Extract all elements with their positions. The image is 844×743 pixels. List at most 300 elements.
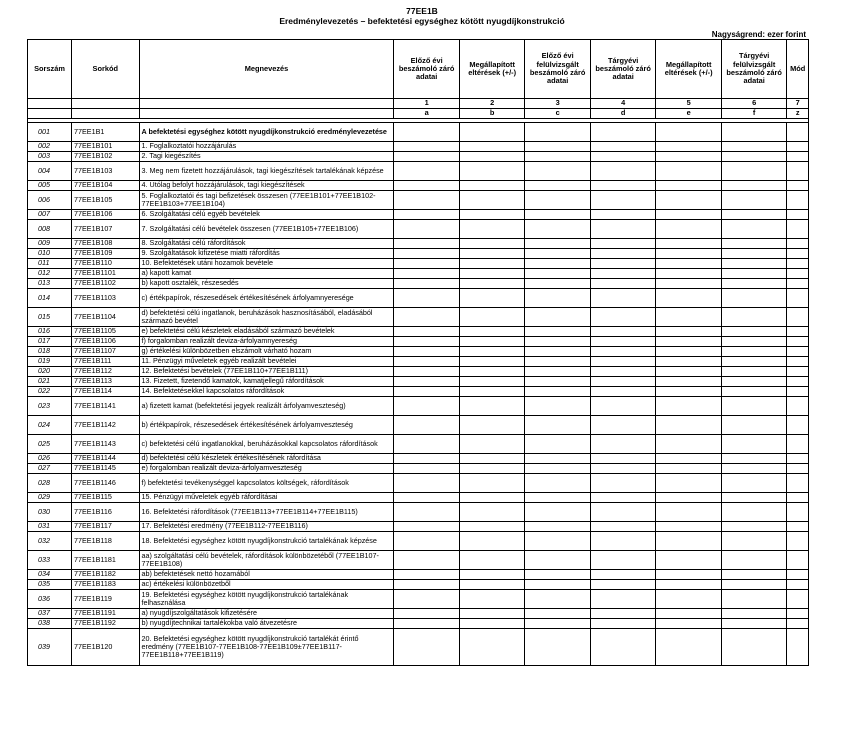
- value-cell[interactable]: [459, 609, 525, 619]
- value-cell[interactable]: [525, 629, 591, 666]
- value-cell[interactable]: [656, 308, 722, 327]
- value-cell[interactable]: [721, 590, 787, 609]
- value-cell[interactable]: [394, 377, 460, 387]
- value-cell[interactable]: [721, 580, 787, 590]
- value-cell[interactable]: [394, 191, 460, 210]
- value-cell[interactable]: [721, 570, 787, 580]
- value-cell[interactable]: [394, 387, 460, 397]
- value-cell[interactable]: [525, 308, 591, 327]
- row-code: 77EE1B1143: [72, 435, 140, 454]
- value-cell[interactable]: [656, 210, 722, 220]
- value-cell[interactable]: [525, 239, 591, 249]
- value-cell[interactable]: [394, 522, 460, 532]
- value-cell[interactable]: [459, 337, 525, 347]
- value-cell[interactable]: [590, 416, 656, 435]
- value-cell[interactable]: [394, 435, 460, 454]
- value-cell[interactable]: [721, 416, 787, 435]
- value-cell[interactable]: [787, 580, 809, 590]
- value-cell[interactable]: [590, 289, 656, 308]
- value-cell[interactable]: [787, 181, 809, 191]
- value-cell[interactable]: [394, 269, 460, 279]
- value-cell[interactable]: [394, 416, 460, 435]
- value-cell[interactable]: [656, 474, 722, 493]
- value-cell[interactable]: [394, 239, 460, 249]
- value-cell[interactable]: [525, 357, 591, 367]
- value-cell[interactable]: [721, 357, 787, 367]
- value-cell[interactable]: [787, 377, 809, 387]
- value-cell[interactable]: [590, 142, 656, 152]
- value-cell[interactable]: [459, 249, 525, 259]
- value-cell[interactable]: [787, 162, 809, 181]
- value-cell[interactable]: [590, 347, 656, 357]
- value-cell[interactable]: [394, 503, 460, 522]
- value-cell[interactable]: [656, 357, 722, 367]
- value-cell[interactable]: [787, 590, 809, 609]
- value-cell[interactable]: [590, 377, 656, 387]
- value-cell[interactable]: [721, 123, 787, 142]
- value-cell[interactable]: [525, 367, 591, 377]
- value-cell[interactable]: [394, 249, 460, 259]
- value-cell[interactable]: [590, 357, 656, 367]
- value-cell[interactable]: [787, 474, 809, 493]
- value-cell[interactable]: [459, 619, 525, 629]
- value-cell[interactable]: [459, 239, 525, 249]
- value-cell[interactable]: [656, 522, 722, 532]
- row-code: 77EE1B109: [72, 249, 140, 259]
- value-cell[interactable]: [787, 397, 809, 416]
- row-name: ac) értékelési különbözetből: [139, 580, 394, 590]
- value-cell[interactable]: [590, 464, 656, 474]
- value-cell[interactable]: [721, 454, 787, 464]
- value-cell[interactable]: [787, 522, 809, 532]
- value-cell[interactable]: [394, 181, 460, 191]
- value-cell[interactable]: [656, 249, 722, 259]
- value-cell[interactable]: [656, 532, 722, 551]
- value-cell[interactable]: [721, 308, 787, 327]
- value-cell[interactable]: [459, 416, 525, 435]
- value-cell[interactable]: [590, 367, 656, 377]
- value-cell[interactable]: [525, 493, 591, 503]
- value-cell[interactable]: [787, 551, 809, 570]
- value-cell[interactable]: [525, 259, 591, 269]
- table-row: [28, 142, 809, 152]
- row-name: aa) szolgáltatási célú bevételek, ráfordítások különbözetéből (77EE1B107-77EE1B108): [139, 551, 394, 570]
- value-cell[interactable]: [656, 327, 722, 337]
- row-code: 77EE1B1181: [72, 551, 140, 570]
- value-cell[interactable]: [525, 181, 591, 191]
- value-cell[interactable]: [656, 493, 722, 503]
- value-cell[interactable]: [656, 387, 722, 397]
- value-cell[interactable]: [656, 454, 722, 464]
- value-cell[interactable]: [656, 503, 722, 522]
- value-cell[interactable]: [656, 289, 722, 308]
- value-cell[interactable]: [787, 570, 809, 580]
- value-cell[interactable]: [525, 327, 591, 337]
- value-cell[interactable]: [525, 590, 591, 609]
- row-name: 18. Befektetési egységhez kötött nyugdíjkonstrukció tartalékának képzése: [139, 532, 394, 551]
- value-cell[interactable]: [590, 580, 656, 590]
- value-cell[interactable]: [656, 590, 722, 609]
- value-cell[interactable]: [590, 629, 656, 666]
- value-cell[interactable]: [459, 397, 525, 416]
- value-cell[interactable]: [656, 377, 722, 387]
- value-cell[interactable]: [525, 619, 591, 629]
- value-cell[interactable]: [459, 435, 525, 454]
- value-cell[interactable]: [721, 609, 787, 619]
- value-cell[interactable]: [787, 464, 809, 474]
- value-cell[interactable]: [459, 289, 525, 308]
- value-cell[interactable]: [394, 367, 460, 377]
- value-cell[interactable]: [394, 279, 460, 289]
- value-cell[interactable]: [394, 357, 460, 367]
- value-cell[interactable]: [459, 357, 525, 367]
- value-cell[interactable]: [656, 551, 722, 570]
- value-cell[interactable]: [394, 551, 460, 570]
- value-cell[interactable]: [394, 629, 460, 666]
- value-cell[interactable]: [656, 181, 722, 191]
- value-cell[interactable]: [459, 347, 525, 357]
- value-cell[interactable]: [721, 249, 787, 259]
- value-cell[interactable]: [459, 503, 525, 522]
- value-cell[interactable]: [787, 367, 809, 377]
- value-cell[interactable]: [656, 239, 722, 249]
- value-cell[interactable]: [590, 259, 656, 269]
- value-cell[interactable]: [721, 210, 787, 220]
- value-cell[interactable]: [721, 387, 787, 397]
- value-cell[interactable]: [590, 210, 656, 220]
- value-cell[interactable]: [459, 308, 525, 327]
- value-cell[interactable]: [394, 289, 460, 308]
- row-code: 77EE1B1103: [72, 289, 140, 308]
- value-cell[interactable]: [394, 570, 460, 580]
- value-cell[interactable]: [394, 220, 460, 239]
- value-cell[interactable]: [721, 503, 787, 522]
- value-cell[interactable]: [525, 347, 591, 357]
- value-cell[interactable]: [590, 522, 656, 532]
- value-cell[interactable]: [787, 123, 809, 142]
- value-cell[interactable]: [590, 387, 656, 397]
- value-cell[interactable]: [394, 327, 460, 337]
- row-name: 13. Fizetett, fizetendő kamatok, kamatjellegű ráfordítások: [139, 377, 394, 387]
- value-cell[interactable]: [394, 397, 460, 416]
- value-cell[interactable]: [525, 152, 591, 162]
- value-cell[interactable]: [525, 551, 591, 570]
- value-cell[interactable]: [525, 191, 591, 210]
- value-cell[interactable]: [787, 259, 809, 269]
- value-cell[interactable]: [787, 416, 809, 435]
- value-cell[interactable]: [787, 152, 809, 162]
- value-cell[interactable]: [525, 142, 591, 152]
- value-cell[interactable]: [590, 337, 656, 347]
- value-cell[interactable]: [525, 249, 591, 259]
- value-cell[interactable]: [721, 191, 787, 210]
- value-cell[interactable]: [459, 191, 525, 210]
- value-cell[interactable]: [394, 347, 460, 357]
- value-cell[interactable]: [787, 239, 809, 249]
- value-cell[interactable]: [525, 289, 591, 308]
- value-cell[interactable]: [656, 397, 722, 416]
- row-number: 010: [28, 249, 72, 259]
- value-cell[interactable]: [525, 532, 591, 551]
- value-cell[interactable]: [721, 493, 787, 503]
- value-cell[interactable]: [656, 152, 722, 162]
- value-cell[interactable]: [787, 337, 809, 347]
- value-cell[interactable]: [459, 590, 525, 609]
- value-cell[interactable]: [656, 259, 722, 269]
- row-name: ab) befektetések nettó hozamából: [139, 570, 394, 580]
- value-cell[interactable]: [525, 210, 591, 220]
- value-cell[interactable]: [525, 377, 591, 387]
- value-cell[interactable]: [721, 152, 787, 162]
- value-cell[interactable]: [656, 191, 722, 210]
- value-cell[interactable]: [590, 123, 656, 142]
- value-cell[interactable]: [656, 619, 722, 629]
- value-cell[interactable]: [656, 337, 722, 347]
- row-name: 1. Foglalkoztatói hozzájárulás: [139, 142, 394, 152]
- value-cell[interactable]: [590, 279, 656, 289]
- value-cell[interactable]: [590, 162, 656, 181]
- value-cell[interactable]: [787, 142, 809, 152]
- row-code: 77EE1B101: [72, 142, 140, 152]
- row-code: 77EE1B111: [72, 357, 140, 367]
- value-cell[interactable]: [787, 327, 809, 337]
- value-cell[interactable]: [590, 191, 656, 210]
- value-cell[interactable]: [656, 629, 722, 666]
- value-cell[interactable]: [721, 142, 787, 152]
- value-cell[interactable]: [394, 123, 460, 142]
- value-cell[interactable]: [525, 387, 591, 397]
- value-cell[interactable]: [787, 435, 809, 454]
- value-cell[interactable]: [787, 220, 809, 239]
- value-cell[interactable]: [656, 367, 722, 377]
- row-name: f) forgalomban realizált deviza-árfolyamnyereség: [139, 337, 394, 347]
- value-cell[interactable]: [721, 181, 787, 191]
- value-cell[interactable]: [394, 308, 460, 327]
- value-cell[interactable]: [459, 387, 525, 397]
- value-cell[interactable]: [590, 269, 656, 279]
- value-cell[interactable]: [721, 397, 787, 416]
- value-cell[interactable]: [787, 308, 809, 327]
- value-cell[interactable]: [590, 239, 656, 249]
- row-number: 004: [28, 162, 72, 181]
- value-cell[interactable]: [656, 162, 722, 181]
- value-cell[interactable]: [787, 629, 809, 666]
- value-cell[interactable]: [525, 609, 591, 619]
- value-cell[interactable]: [459, 269, 525, 279]
- value-cell[interactable]: [525, 397, 591, 416]
- value-cell[interactable]: [525, 503, 591, 522]
- value-cell[interactable]: [525, 435, 591, 454]
- value-cell[interactable]: [787, 210, 809, 220]
- value-cell[interactable]: [525, 279, 591, 289]
- value-cell[interactable]: [394, 493, 460, 503]
- value-cell[interactable]: [721, 532, 787, 551]
- value-cell[interactable]: [459, 580, 525, 590]
- value-cell[interactable]: [525, 570, 591, 580]
- value-cell[interactable]: [394, 142, 460, 152]
- value-cell[interactable]: [590, 503, 656, 522]
- value-cell[interactable]: [590, 590, 656, 609]
- value-cell[interactable]: [721, 464, 787, 474]
- value-cell[interactable]: [656, 220, 722, 239]
- value-cell[interactable]: [721, 474, 787, 493]
- value-cell[interactable]: [394, 259, 460, 269]
- value-cell[interactable]: [721, 619, 787, 629]
- value-cell[interactable]: [459, 532, 525, 551]
- value-cell[interactable]: [721, 279, 787, 289]
- value-cell[interactable]: [394, 152, 460, 162]
- value-cell[interactable]: [394, 590, 460, 609]
- value-cell[interactable]: [656, 279, 722, 289]
- value-cell[interactable]: [394, 464, 460, 474]
- table-row: [28, 387, 809, 397]
- value-cell[interactable]: [721, 629, 787, 666]
- value-cell[interactable]: [787, 387, 809, 397]
- value-cell[interactable]: [590, 308, 656, 327]
- value-cell[interactable]: [721, 259, 787, 269]
- value-cell[interactable]: [590, 397, 656, 416]
- value-cell[interactable]: [656, 416, 722, 435]
- value-cell[interactable]: [394, 609, 460, 619]
- row-name: b) kapott osztalék, részesedés: [139, 279, 394, 289]
- value-cell[interactable]: [590, 551, 656, 570]
- value-cell[interactable]: [787, 269, 809, 279]
- value-cell[interactable]: [459, 551, 525, 570]
- value-cell[interactable]: [590, 493, 656, 503]
- value-cell[interactable]: [459, 220, 525, 239]
- value-cell[interactable]: [787, 503, 809, 522]
- value-cell[interactable]: [787, 249, 809, 259]
- value-cell[interactable]: [721, 327, 787, 337]
- value-cell[interactable]: [459, 152, 525, 162]
- row-code: 77EE1B1144: [72, 454, 140, 464]
- value-cell[interactable]: [656, 347, 722, 357]
- value-cell[interactable]: [787, 357, 809, 367]
- value-cell[interactable]: [656, 269, 722, 279]
- value-cell[interactable]: [721, 337, 787, 347]
- value-cell[interactable]: [590, 609, 656, 619]
- value-cell[interactable]: [656, 142, 722, 152]
- value-cell[interactable]: [721, 162, 787, 181]
- value-cell[interactable]: [787, 279, 809, 289]
- value-cell[interactable]: [459, 162, 525, 181]
- value-cell[interactable]: [721, 551, 787, 570]
- value-cell[interactable]: [459, 123, 525, 142]
- value-cell[interactable]: [590, 181, 656, 191]
- value-cell[interactable]: [721, 269, 787, 279]
- value-cell[interactable]: [525, 522, 591, 532]
- value-cell[interactable]: [459, 570, 525, 580]
- value-cell[interactable]: [590, 249, 656, 259]
- value-cell[interactable]: [656, 609, 722, 619]
- value-cell[interactable]: [525, 123, 591, 142]
- value-cell[interactable]: [525, 464, 591, 474]
- value-cell[interactable]: [787, 532, 809, 551]
- value-cell[interactable]: [787, 493, 809, 503]
- value-cell[interactable]: [656, 123, 722, 142]
- value-cell[interactable]: [459, 629, 525, 666]
- value-cell[interactable]: [459, 464, 525, 474]
- value-cell[interactable]: [656, 464, 722, 474]
- value-cell[interactable]: [459, 522, 525, 532]
- value-cell[interactable]: [459, 327, 525, 337]
- value-cell[interactable]: [459, 454, 525, 464]
- value-cell[interactable]: [656, 570, 722, 580]
- value-cell[interactable]: [394, 619, 460, 629]
- value-cell[interactable]: [721, 239, 787, 249]
- value-cell[interactable]: [525, 337, 591, 347]
- value-cell[interactable]: [590, 474, 656, 493]
- value-cell[interactable]: [394, 580, 460, 590]
- value-cell[interactable]: [787, 347, 809, 357]
- row-number: 021: [28, 377, 72, 387]
- value-cell[interactable]: [721, 367, 787, 377]
- value-cell[interactable]: [459, 474, 525, 493]
- col-number: 3: [525, 99, 591, 109]
- value-cell[interactable]: [459, 181, 525, 191]
- value-cell[interactable]: [721, 435, 787, 454]
- row-name: a) fizetett kamat (befektetési jegyek realizált árfolyamveszteség): [139, 397, 394, 416]
- value-cell[interactable]: [525, 269, 591, 279]
- row-number: 002: [28, 142, 72, 152]
- value-cell[interactable]: [590, 152, 656, 162]
- value-cell[interactable]: [590, 220, 656, 239]
- value-cell[interactable]: [721, 220, 787, 239]
- value-cell[interactable]: [721, 347, 787, 357]
- value-cell[interactable]: [787, 191, 809, 210]
- value-cell[interactable]: [394, 532, 460, 551]
- row-number: 009: [28, 239, 72, 249]
- value-cell[interactable]: [721, 522, 787, 532]
- value-cell[interactable]: [459, 259, 525, 269]
- value-cell[interactable]: [394, 474, 460, 493]
- value-cell[interactable]: [787, 289, 809, 308]
- value-cell[interactable]: [459, 367, 525, 377]
- value-cell[interactable]: [656, 580, 722, 590]
- row-name: 7. Szolgáltatási célú bevételek összesen (77EE1B105+77EE1B106): [139, 220, 394, 239]
- value-cell[interactable]: [721, 289, 787, 308]
- row-name: c) befektetési célú ingatlanokkal, beruházásokkal kapcsolatos ráfordítások: [139, 435, 394, 454]
- col-header-6: Tárgyévi felülvizsgált beszámoló záró adatai: [721, 40, 787, 99]
- value-cell[interactable]: [525, 580, 591, 590]
- value-cell[interactable]: [721, 377, 787, 387]
- value-cell[interactable]: [590, 619, 656, 629]
- value-cell[interactable]: [787, 619, 809, 629]
- value-cell[interactable]: [525, 416, 591, 435]
- value-cell[interactable]: [787, 609, 809, 619]
- value-cell[interactable]: [525, 474, 591, 493]
- value-cell[interactable]: [590, 570, 656, 580]
- value-cell[interactable]: [590, 327, 656, 337]
- value-cell[interactable]: [525, 454, 591, 464]
- value-cell[interactable]: [590, 435, 656, 454]
- value-cell[interactable]: [394, 162, 460, 181]
- value-cell[interactable]: [459, 210, 525, 220]
- value-cell[interactable]: [656, 435, 722, 454]
- value-cell[interactable]: [590, 532, 656, 551]
- value-cell[interactable]: [459, 493, 525, 503]
- value-cell[interactable]: [459, 377, 525, 387]
- value-cell[interactable]: [394, 337, 460, 347]
- value-cell[interactable]: [459, 279, 525, 289]
- value-cell[interactable]: [525, 220, 591, 239]
- value-cell[interactable]: [459, 142, 525, 152]
- value-cell[interactable]: [590, 454, 656, 464]
- value-cell[interactable]: [787, 454, 809, 464]
- value-cell[interactable]: [394, 210, 460, 220]
- value-cell[interactable]: [525, 162, 591, 181]
- value-cell[interactable]: [394, 454, 460, 464]
